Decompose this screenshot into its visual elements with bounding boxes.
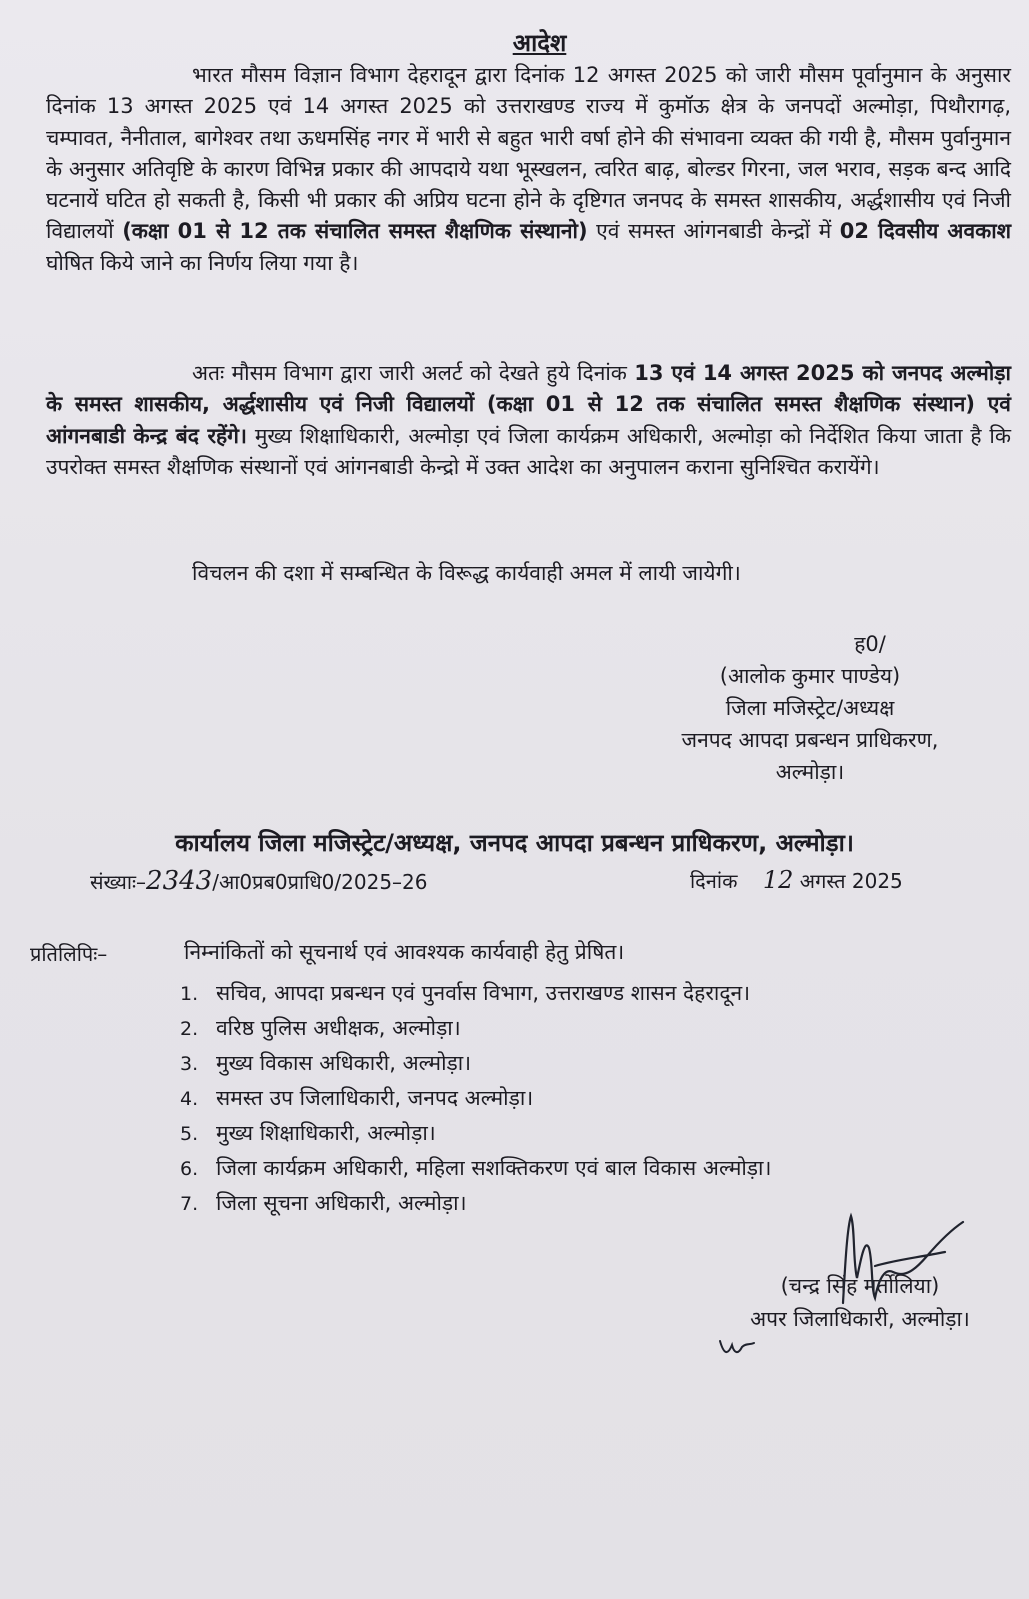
list-item: 4. समस्त उप जिलाधिकारी, जनपद अल्मोड़ा। — [180, 1086, 534, 1110]
dm-signed: ह0/ — [854, 632, 886, 656]
ref-date-rest: अगस्त 2025 — [799, 869, 903, 893]
paragraph-forecast — [46, 60, 1011, 279]
list-item: 2. वरिष्ठ पुलिस अधीक्षक, अल्मोड़ा। — [180, 1016, 461, 1040]
dm-signature-block — [620, 628, 1000, 788]
reference-date — [690, 866, 903, 894]
dm-authority: जनपद आपदा प्रबन्धन प्राधिकरण, — [681, 728, 939, 752]
para1-text-b: एवं समस्त आंगनबाडी केन्द्रों में — [587, 219, 840, 244]
office-title: कार्यालय जिला मजिस्ट्रेट/अध्यक्ष, जनपद आपदा प्रबन्धन प्राधिकरण, अल्मोड़ा। — [175, 829, 854, 857]
paragraph-violation: विचलन की दशा में सम्बन्धित के विरूद्ध कार्यवाही अमल में लायी जायेगी। — [192, 561, 741, 585]
copy-intro: निम्नांकितों को सूचनार्थ एवं आवश्यक कार्यवाही हेतु प्रेषित। — [184, 940, 625, 964]
ref-number-prefix: संख्याः– — [90, 870, 147, 894]
reference-number — [90, 866, 428, 896]
para2-text-b: मुख्य शिक्षाधिकारी, अल्मोड़ा एवं जिला कार्यक्रम अधिकारी, अल्मोड़ा को निर्देशित किया जाता है कि उपरोक्त समस्त शैक्षणिक संस्थानों एवं आंगनबाडी केन्द्रो में उक्त आदेश का अनुपालन कराना सुनिश्चित करायेंगे। — [46, 423, 1011, 479]
dm-place: अल्मोड़ा। — [775, 760, 845, 784]
para1-text-c: घोषित किये जाने का निर्णय लिया गया है। — [46, 250, 359, 275]
ref-number-suffix: /आ0प्रब0प्राधि0/2025–26 — [212, 870, 428, 894]
dm-designation: जिला मजिस्ट्रेट/अध्यक्ष — [725, 696, 895, 720]
list-item: 6. जिला कार्यक्रम अधिकारी, महिला सशक्तिकरण एवं बाल विकास अल्मोड़ा। — [180, 1156, 772, 1180]
handwritten-signature — [815, 1208, 975, 1318]
copy-recipient-list — [180, 976, 771, 1221]
para2-text-a: अतः मौसम विभाग द्वारा जारी अलर्ट को देखते हुये दिनांक — [192, 361, 635, 385]
ref-date-handwritten: 12 — [762, 866, 794, 894]
para1-bold-a: (कक्षा 01 से 12 तक संचालित समस्त शैक्षणिक संस्थानो) — [122, 219, 588, 244]
para1-text-a: भारत मौसम विज्ञान विभाग देहरादून द्वारा दिनांक 12 अगस्त 2025 को जारी मौसम पूर्वानुमान के अनुसार दिनांक 13 अगस्त 2025 एवं 14 अगस्त 2025 को उत्तराखण्ड राज्य में कुमॉऊ क्षेत्र के जनपदों अल्मोड़ा, पिथौरागढ़, चम्पावत, नैनीताल, बागेश्वर तथा ऊधमसिंह नगर में भारी से बहुत भारी वर्षा होने की संभावना व्यक्त की गयी है, मौसम पुर्वानुमान के अनुसार अतिवृष्टि के कारण विभिन्न प्रकार की आपदाये यथा भूस्खलन, त्वरित बाढ़, बोल्डर गिरना, जल भराव, सड़क बन्द आदि घटनायें घटित हो सकती है, किसी भी प्रकार की अप्रिय घटना होने के दृष्टिगत जनपद के समस्त शासकीय, अर्द्धशासीय एवं निजी विद्यालयों — [46, 63, 1011, 244]
list-item: 3. मुख्य विकास अधिकारी, अल्मोड़ा। — [180, 1051, 472, 1075]
para2-bold-a: 13 एवं 14 अगस्त 2025 को जनपद अल्मोड़ा के समस्त शासकीय, अर्द्धशासीय एवं निजी विद्यालयों (कक्षा 01 से 12 तक संचालित समस्त शैक्षणिक संस्थान) एवं आंगनबाडी केन्द्र बंद रहेंगे। — [46, 361, 1011, 448]
ref-date-label: दिनांक — [690, 869, 738, 893]
dm-name: (आलोक कुमार पाण्डेय) — [719, 664, 901, 688]
list-item: 7. जिला सूचना अधिकारी, अल्मोड़ा। — [180, 1191, 467, 1215]
ref-number-handwritten: 2343 — [146, 866, 213, 896]
para1-bold-b: 02 दिवसीय अवकाश — [839, 219, 1011, 244]
list-item: 5. मुख्य शिक्षाधिकारी, अल्मोड़ा। — [180, 1121, 436, 1145]
adm-name: (चन्द्र सिंह मर्तोलिया) — [780, 1274, 940, 1298]
order-heading: आदेश — [512, 29, 567, 57]
adm-designation: अपर जिलाधिकारी, अल्मोड़ा। — [750, 1307, 970, 1331]
handwritten-initial — [716, 1335, 756, 1359]
paragraph-order — [46, 358, 1011, 483]
list-item: 1. सचिव, आपदा प्रबन्धन एवं पुनर्वास विभाग, उत्तराखण्ड शासन देहरादून। — [180, 981, 751, 1005]
copy-label: प्रतिलिपिः– — [30, 942, 108, 966]
